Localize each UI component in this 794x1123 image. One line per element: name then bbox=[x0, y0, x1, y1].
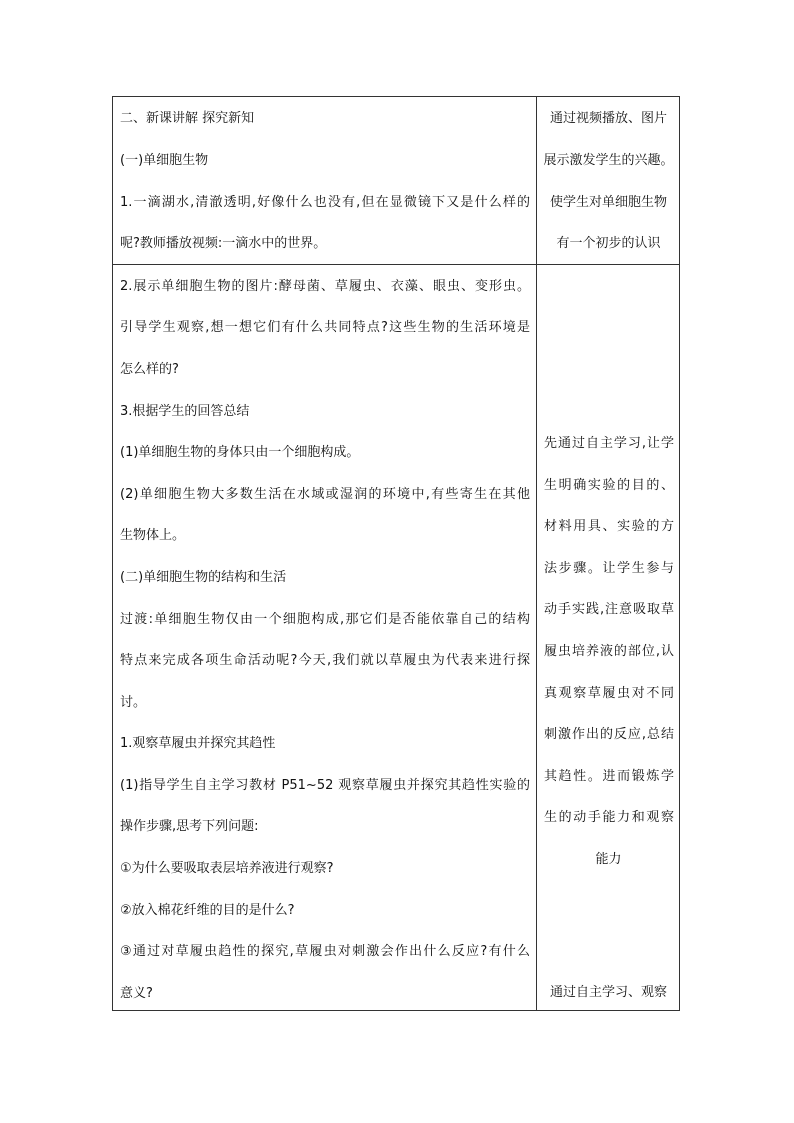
note-line: 使学生对单细胞生物 bbox=[549, 195, 667, 210]
note-line: 生明确实验的目的、 bbox=[544, 478, 674, 493]
note-line: 先通过自主学习,让学 bbox=[544, 436, 674, 451]
paragraph-line: 操作步骤,思考下列问题: bbox=[120, 819, 259, 834]
paragraph-line: 怎么样的? bbox=[120, 362, 179, 377]
note-line: 展示激发学生的兴趣。 bbox=[543, 153, 674, 168]
paragraph-line: 1.一滴湖水,清澈透明,好像什么也没有,但在显微镜下又是什么样的 bbox=[120, 195, 530, 210]
paragraph-line: 呢?教师播放视频:一滴水中的世界。 bbox=[120, 236, 327, 251]
lesson-table bbox=[112, 96, 680, 1011]
paragraph-line: (1)指导学生自主学习教材 P51~52 观察草履虫并探究其趋性实验的 bbox=[120, 778, 530, 793]
note-line: 生的动手能力和观察 bbox=[544, 810, 674, 825]
note-line: 履虫培养液的部位,认 bbox=[544, 644, 674, 659]
subheading-single-cell: (一)单细胞生物 bbox=[120, 153, 209, 168]
paragraph-line: 生物体上。 bbox=[120, 528, 186, 543]
note-line: 通过自主学习、观察 bbox=[549, 985, 667, 1000]
question-3-cont: 意义? bbox=[120, 986, 153, 1001]
paragraph-line: 过渡:单细胞生物仅由一个细胞构成,那它们是否能依靠自己的结构 bbox=[120, 612, 530, 627]
note-line: 动手实践,注意吸取草 bbox=[544, 602, 674, 617]
note-line: 刺激作出的反应,总结 bbox=[544, 727, 674, 742]
note-line: 通过视频播放、图片 bbox=[549, 111, 667, 126]
question-1: ①为什么要吸取表层培养液进行观察? bbox=[120, 861, 334, 876]
note-line: 有一个初步的认识 bbox=[556, 236, 661, 251]
paragraph-line: 引导学生观察,想一想它们有什么共同特点?这些生物的生活环境是 bbox=[120, 320, 530, 335]
paragraph-line: 1.观察草履虫并探究其趋性 bbox=[120, 736, 276, 751]
paragraph-line: (2)单细胞生物大多数生活在水域或湿润的环境中,有些寄生在其他 bbox=[120, 487, 530, 502]
paragraph-line: 3.根据学生的回答总结 bbox=[120, 404, 250, 419]
note-line: 其趋性。进而锻炼学 bbox=[544, 769, 674, 784]
row-divider bbox=[113, 264, 679, 265]
paragraph-line: (1)单细胞生物的身体只由一个细胞构成。 bbox=[120, 445, 360, 460]
subheading-structure: (二)单细胞生物的结构和生活 bbox=[120, 570, 287, 585]
note-line: 法步骤。让学生参与 bbox=[544, 561, 674, 576]
section-title: 二、新课讲解 探究新知 bbox=[120, 111, 255, 126]
question-2: ②放入棉花纤维的目的是什么? bbox=[120, 903, 295, 918]
note-line: 真观察草履虫对不同 bbox=[544, 686, 674, 701]
question-3: ③通过对草履虫趋性的探究,草履虫对刺激会作出什么反应?有什么 bbox=[120, 944, 530, 959]
note-line: 材料用具、实验的方 bbox=[544, 519, 674, 534]
paragraph-line: 讨。 bbox=[120, 695, 147, 710]
paragraph-line: 2.展示单细胞生物的图片:酵母菌、草履虫、衣藻、眼虫、变形虫。 bbox=[120, 279, 530, 294]
note-line: 能力 bbox=[595, 852, 622, 867]
paragraph-line: 特点来完成各项生命活动呢?今天,我们就以草履虫为代表来进行探 bbox=[120, 653, 530, 668]
